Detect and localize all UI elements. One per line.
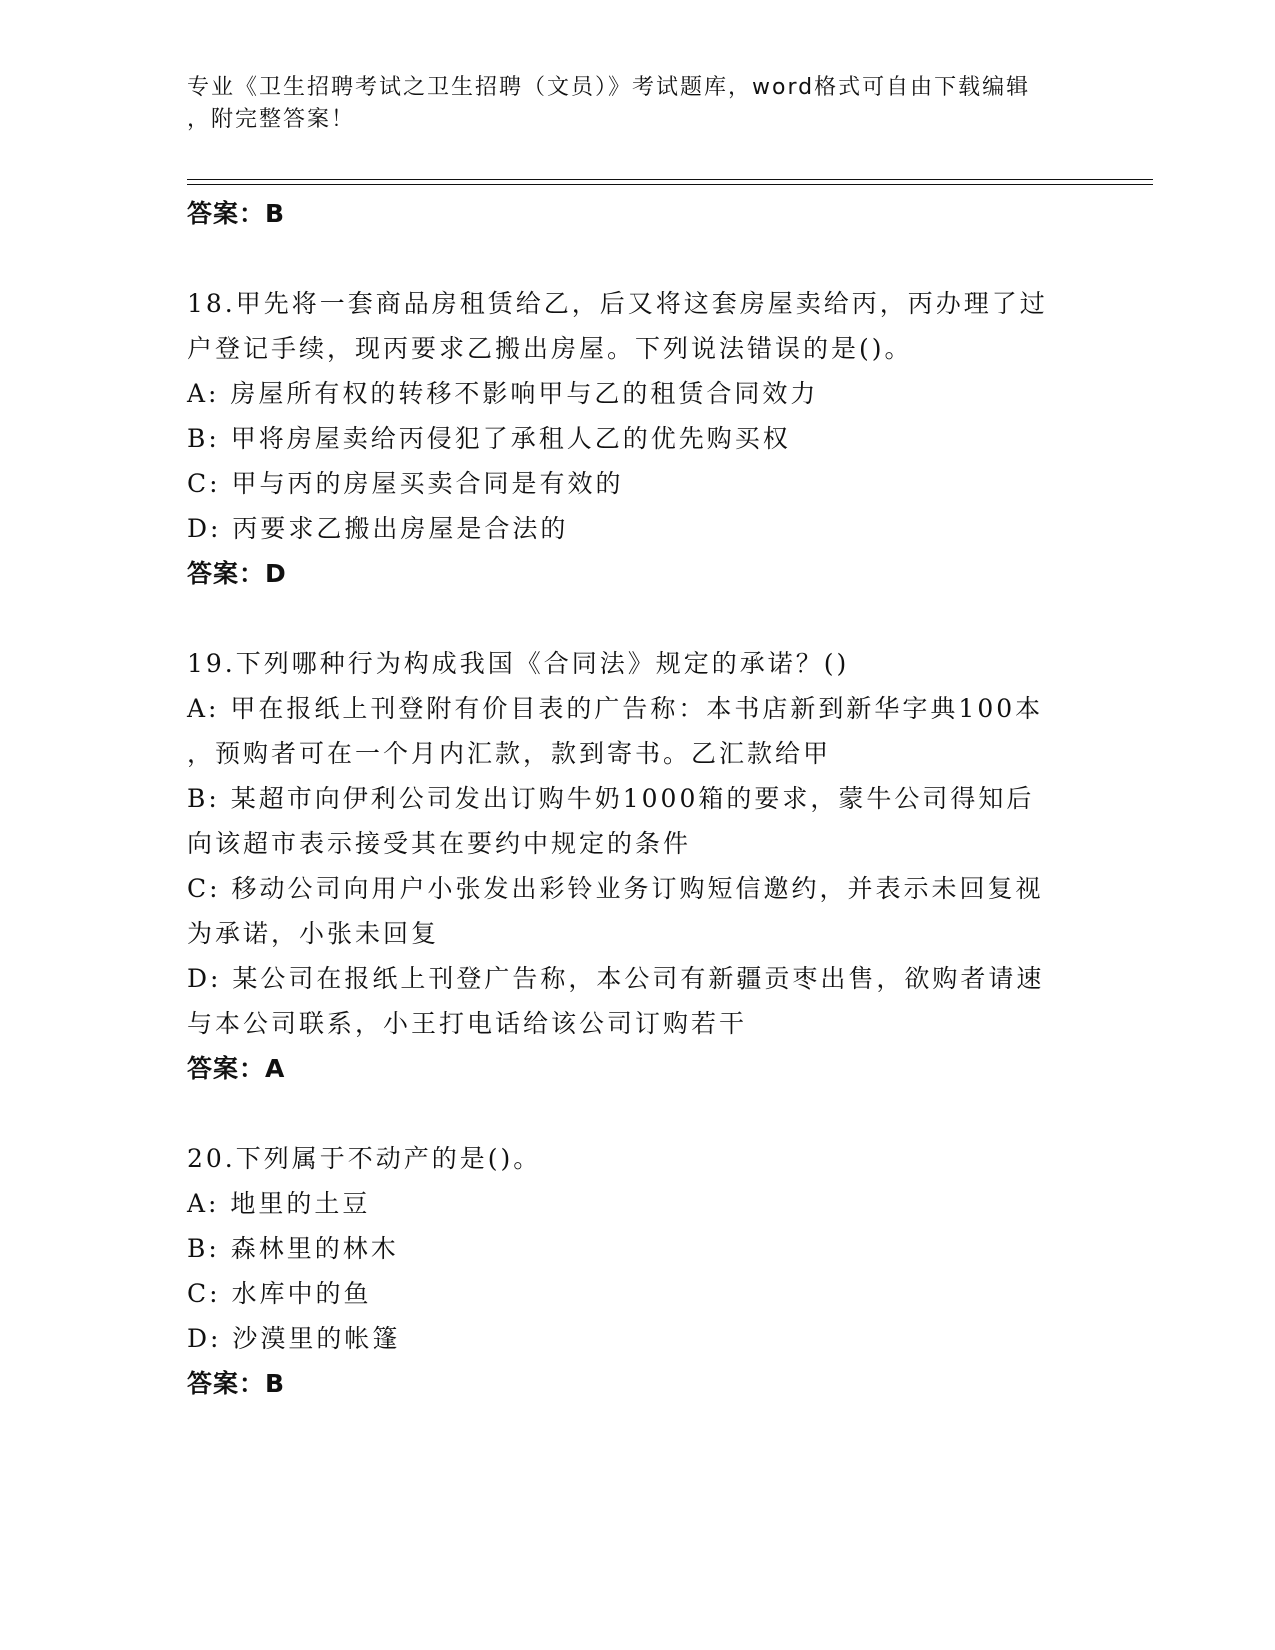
option-c-continued: 为承诺，小张未回复 — [187, 919, 440, 948]
answer-line: 答案：A — [187, 1054, 286, 1083]
option-d-continued: 与本公司联系，小王打电话给该公司订购若干 — [187, 1009, 748, 1038]
header-rule-top — [187, 179, 1153, 180]
document-body — [187, 187, 1087, 1406]
header-line-2: ，附完整答案！ — [187, 107, 356, 132]
option-b: B: 某超市向伊利公司发出订购牛奶1000箱的要求，蒙牛公司得知后 — [187, 784, 1035, 813]
previous-answer: 答案：B — [187, 199, 286, 228]
document-header — [187, 72, 1087, 136]
option-b-continued: 向该超市表示接受其在要约中规定的条件 — [187, 829, 692, 858]
option-a: A: 地里的土豆 — [187, 1189, 371, 1218]
question-stem-line: 19.下列哪种行为构成我国《合同法》规定的承诺？() — [187, 649, 850, 678]
question-18 — [187, 281, 1087, 596]
header-rule-bottom — [187, 184, 1153, 185]
question-stem-line: 20.下列属于不动产的是()。 — [187, 1144, 542, 1173]
option-d: D: 某公司在报纸上刊登广告称，本公司有新疆贡枣出售，欲购者请速 — [187, 964, 1045, 993]
answer-line: 答案：B — [187, 1369, 286, 1398]
option-b: B: 甲将房屋卖给丙侵犯了承租人乙的优先购买权 — [187, 424, 791, 453]
answer-line: 答案：D — [187, 559, 287, 588]
question-19 — [187, 641, 1087, 1091]
option-b: B: 森林里的林木 — [187, 1234, 399, 1263]
option-a-continued: ，预购者可在一个月内汇款，款到寄书。乙汇款给甲 — [187, 739, 832, 768]
option-d: D: 丙要求乙搬出房屋是合法的 — [187, 514, 569, 543]
question-20 — [187, 1136, 1087, 1406]
question-stem-line: 18.甲先将一套商品房租赁给乙，后又将这套房屋卖给丙，丙办理了过 — [187, 289, 1048, 318]
option-a: A: 房屋所有权的转移不影响甲与乙的租赁合同效力 — [187, 379, 819, 408]
option-a: A: 甲在报纸上刊登附有价目表的广告称：本书店新到新华字典100本 — [187, 694, 1044, 723]
header-line-1: 专业《卫生招聘考试之卫生招聘（文员）》考试题库，word格式可自由下载编辑 — [187, 75, 1031, 100]
option-c: C: 移动公司向用户小张发出彩铃业务订购短信邀约，并表示未回复视 — [187, 874, 1044, 903]
option-c: C: 水库中的鱼 — [187, 1279, 372, 1308]
option-d: D: 沙漠里的帐篷 — [187, 1324, 401, 1353]
question-stem-line: 户登记手续，现丙要求乙搬出房屋。下列说法错误的是()。 — [187, 334, 913, 363]
option-c: C: 甲与丙的房屋买卖合同是有效的 — [187, 469, 624, 498]
